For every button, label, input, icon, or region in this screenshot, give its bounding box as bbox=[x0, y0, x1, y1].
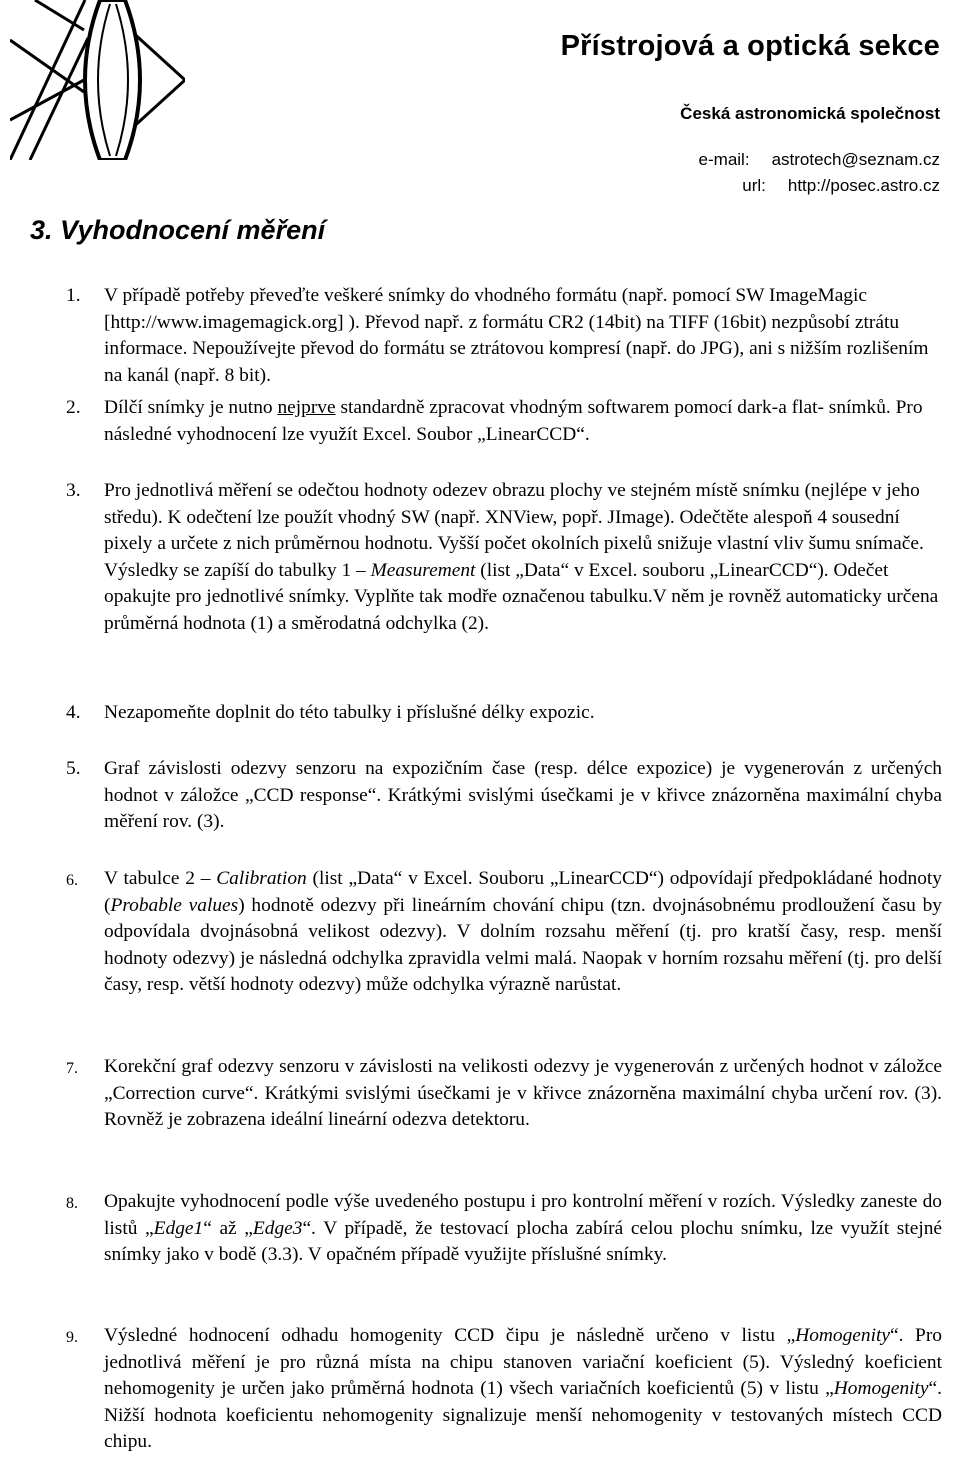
emphasis-italic: Homogenity bbox=[795, 1325, 890, 1346]
item-text: Korekční graf odezvy senzoru v závislosti na velikosti odezvy je vygenerován z určených hodnot v záložce „Correction curve“. Krátkými svislými úsečkami je v křivce znázorněna maximální chyba určení rov. (3). Rovněž je zobrazena ideální lineární odezva detektoru. bbox=[104, 1056, 942, 1130]
url-row bbox=[672, 173, 940, 199]
emphasis-italic: Measurement bbox=[370, 559, 476, 581]
item-text: Výsledné hodnocení odhadu homogenity CCD čipu je následně určeno v listu „ bbox=[104, 1325, 796, 1346]
item-number: 4. bbox=[66, 702, 81, 723]
list-item-2 bbox=[66, 395, 942, 448]
item-text: Dílčí snímky je nutno bbox=[104, 397, 278, 418]
item-text: ) hodnotě odezvy při lineárním chování chipu (tzn. dvojnásobnému prodloužení času by odpovídala dvojnásobná velikost odezvy). V dolním rozsahu měření (tj. pro kratší časy, resp. menší hodnoty odezvy) je následná odchylka zpravidla velmi malá. Naopak v horním rozsahu měření (tj. pro delší časy, resp. větší hodnoty odezvy) může odchylka výrazně narůstat. bbox=[104, 894, 942, 995]
list-item-7 bbox=[66, 1054, 942, 1134]
item-text: “ až „ bbox=[203, 1217, 253, 1239]
item-text: V tabulce 2 – bbox=[104, 868, 217, 889]
email-link[interactable]: astrotech@seznam.cz bbox=[771, 150, 940, 169]
emphasis-underline: nejprve bbox=[277, 397, 336, 418]
emphasis-italic: Homogenity bbox=[833, 1378, 929, 1399]
item-number: 5. bbox=[66, 758, 81, 779]
url-link[interactable]: http://posec.astro.cz bbox=[787, 176, 940, 195]
email-label: e-mail: bbox=[698, 150, 750, 169]
organization-subtitle: Česká astronomická společnost bbox=[680, 104, 940, 123]
list-item-4 bbox=[66, 700, 942, 727]
emphasis-italic: Probable values bbox=[110, 894, 239, 916]
item-number: 2. bbox=[66, 397, 81, 418]
item-number: 1. bbox=[66, 285, 81, 306]
list-item-3 bbox=[66, 478, 942, 637]
item-text: Pro jednotlivá měření se odečtou hodnoty odezev obrazu plochy ve stejném místě snímku (nejlépe v jeho středu). K odečtení lze použít vhodný SW (např. XNView, popř. JImage). Odečtěte alespoň 4 sousední pixely a určete z nich průměrnou hodnotu. Vyšší počet okolních pixelů snižuje vlastní vliv šumu snímače. Výsledky se zapíší do tabulky 1 – bbox=[104, 480, 924, 581]
organization-title: Přístrojová a optická sekce bbox=[560, 30, 940, 62]
item-number: 9. bbox=[66, 1329, 78, 1346]
url-label: url: bbox=[742, 176, 766, 195]
list-item-8 bbox=[66, 1189, 943, 1269]
emphasis-italic: Edge3 bbox=[252, 1217, 303, 1239]
item-text: “. V případě, že testovací plocha zabírá celou plochu snímku, lze využít stejné snímky jako v bodě (3.3). V opačném případě využijte příslušné snímky. bbox=[104, 1217, 943, 1265]
list-item-6 bbox=[66, 866, 942, 999]
section-heading: 3. Vyhodnocení měření bbox=[30, 215, 326, 245]
item-text: “. Nižší hodnota koeficientu nehomogenity signalizuje menší nehomogenity v testovaných místech CCD chipu. bbox=[104, 1378, 942, 1452]
list-item-5 bbox=[66, 756, 942, 836]
emphasis-italic: Edge1 bbox=[153, 1217, 204, 1239]
optics-logo-icon bbox=[10, 0, 185, 160]
item-number: 6. bbox=[66, 872, 78, 889]
item-number: 3. bbox=[66, 480, 81, 501]
item-text: “. Pro jednotlivá měření je pro různá místa na chipu stanoven variační koeficient (5). Výsledný koeficient nehomogenity je určen jako průměrná hodnota (1) všech variačních koeficientů (5) v listu „ bbox=[104, 1325, 942, 1399]
item-text: V případě potřeby převeďte veškeré snímky do vhodného formátu (např. pomocí SW ImageMagic [http://www.imagemagick.org] ). Převod např. z formátu CR2 (14bit) na TIFF (16bit) nezpůsobí ztrátu informace. Nepoužívejte převod do formátu se ztrátovou kompresí (např. do JPG), ani s nižším rozlišením na kanál (např. 8 bit). bbox=[104, 285, 929, 386]
list-item-1 bbox=[66, 283, 942, 389]
emphasis-italic: Calibration bbox=[216, 868, 307, 889]
item-text: Nezapomeňte doplnit do této tabulky i příslušné délky expozic. bbox=[104, 702, 595, 723]
item-number: 8. bbox=[66, 1195, 78, 1212]
item-text: (list „Data“ v Excel. souboru „LinearCCD“). Odečet opakujte pro jednotlivé snímky. Vyplňte tak modře označenou tabulku.V něm je rovněž automaticky určena průměrná hodnota (1) a směrodatná odchylka (2). bbox=[104, 559, 939, 634]
item-text: Graf závislosti odezvy senzoru na expozičním čase (resp. délce expozice) je vygenerován z určených hodnot v záložce „CCD response“. Krátkými svislými úsečkami je v křivce znázorněna maximální chyba měření rov. (3). bbox=[104, 758, 942, 832]
email-row bbox=[672, 147, 940, 173]
item-text: (list „Data“ v Excel. Souboru „LinearCCD“) odpovídají předpokládané hodnoty ( bbox=[104, 868, 942, 916]
contact-block bbox=[672, 147, 940, 199]
item-number: 7. bbox=[66, 1060, 78, 1077]
item-text: Opakujte vyhodnocení podle výše uvedeného postupu i pro kontrolní měření v rozích. Výsledky zaneste do listů „ bbox=[104, 1191, 942, 1239]
item-text: standardně zpracovat vhodným softwarem pomocí dark-a flat- snímků. Pro následné vyhodnocení lze využít Excel. Soubor „LinearCCD“. bbox=[104, 397, 923, 445]
list-item-9 bbox=[66, 1323, 942, 1456]
